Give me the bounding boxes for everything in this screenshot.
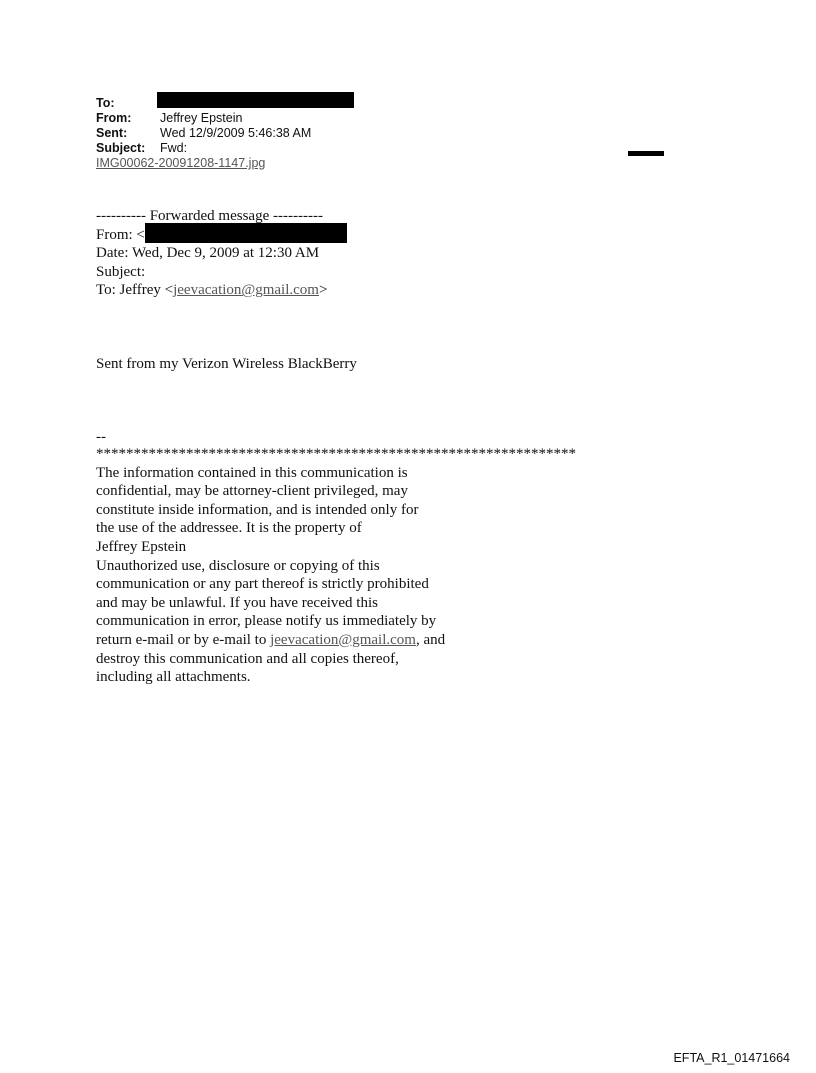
disclaimer-line: destroy this communication and all copies thereof,: [96, 650, 399, 667]
disclaimer-stars: ****************************************************************: [96, 445, 576, 462]
attachment-link[interactable]: IMG00062-20091208-1147.jpg: [96, 156, 266, 170]
from-row: [96, 111, 311, 126]
return-prefix: return e-mail or by e-mail to: [96, 631, 271, 648]
disclaimer-line: Jeffrey Epstein: [96, 538, 187, 555]
redaction-to: [157, 92, 354, 108]
forwarded-message: [96, 207, 327, 300]
document-id: EFTA_R1_01471664: [673, 1051, 790, 1065]
signature-line: Sent from my Verizon Wireless BlackBerry: [96, 356, 357, 372]
from-label: From:: [96, 111, 132, 125]
disclaimer-line: Unauthorized use, disclosure or copying of this: [96, 557, 380, 574]
disclaimer-return-line: [96, 631, 576, 650]
forwarded-divider: ---------- Forwarded message ----------: [96, 208, 323, 224]
subject-value: Fwd:: [160, 141, 188, 155]
forwarded-subject: Subject:: [96, 263, 146, 280]
disclaimer-line: The information contained in this communication is: [96, 464, 408, 481]
disclaimer-dash: --: [96, 429, 106, 445]
to-label: To:: [96, 96, 115, 110]
disclaimer-line: confidential, may be attorney-client privileged, may: [96, 483, 408, 500]
from-value: Jeffrey Epstein: [160, 111, 243, 125]
forwarded-to-prefix: To: Jeffrey <: [96, 282, 174, 299]
disclaimer-line: communication or any part thereof is strictly prohibited: [96, 576, 429, 593]
sent-label: Sent:: [96, 126, 128, 140]
forwarded-to-email-link[interactable]: jeevacation@gmail.com: [173, 282, 319, 299]
subject-row: [96, 141, 311, 156]
sent-row: [96, 126, 311, 141]
disclaimer-line: including all attachments.: [96, 669, 251, 686]
disclaimer-line: communication in error, please notify us immediately by: [96, 613, 437, 630]
disclaimer: [96, 428, 576, 687]
disclaimer-email-link[interactable]: jeevacation@gmail.com: [270, 631, 416, 648]
return-suffix: , and: [415, 631, 446, 648]
disclaimer-line: and may be unlawful. If you have received this: [96, 594, 378, 611]
forwarded-from: From: <: [96, 226, 145, 243]
forwarded-to: [96, 281, 327, 300]
redaction-mark: [628, 151, 664, 156]
subject-label: Subject:: [96, 141, 146, 155]
forwarded-to-suffix: >: [318, 282, 328, 299]
disclaimer-line: constitute inside information, and is intended only for: [96, 501, 419, 518]
disclaimer-line: the use of the addressee. It is the property of: [96, 520, 362, 537]
forwarded-date: Date: Wed, Dec 9, 2009 at 12:30 AM: [96, 245, 320, 262]
sent-value: Wed 12/9/2009 5:46:38 AM: [160, 126, 312, 140]
